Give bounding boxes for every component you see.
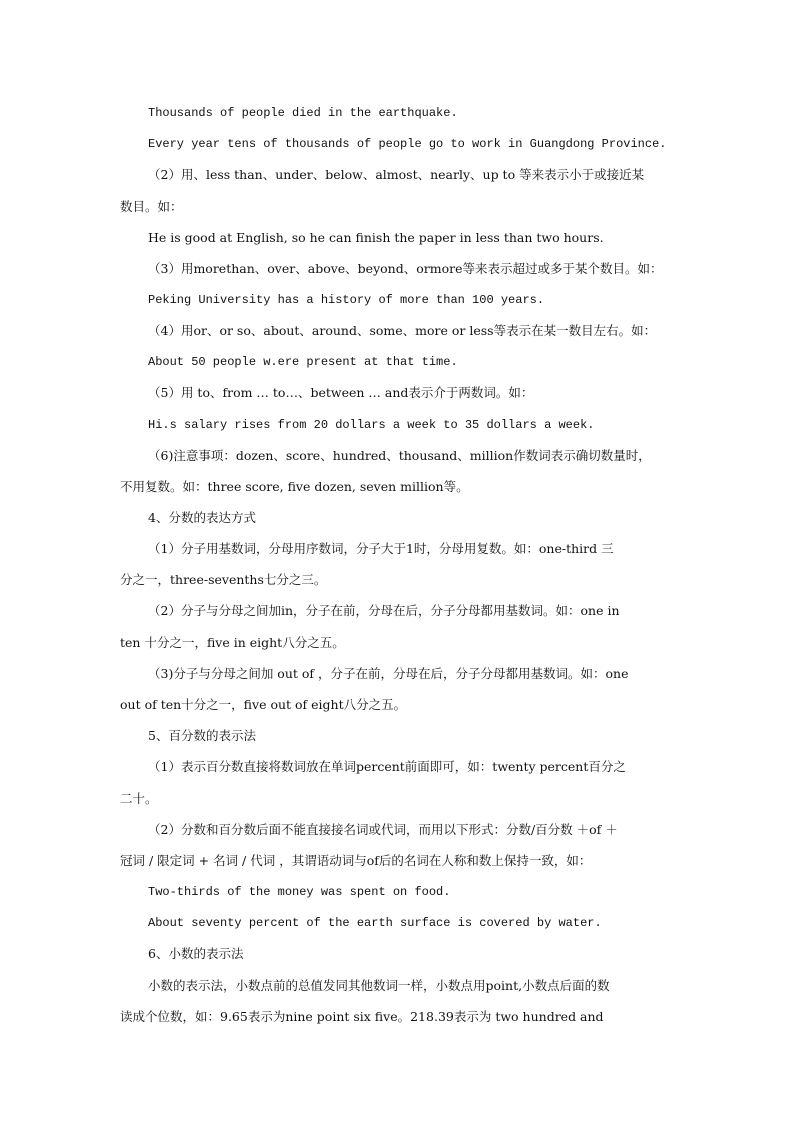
text-line: （3）用morethan、over、above、beyond、ormore等来表示超过或多于某个数目。如： [148,261,663,276]
text-line: （6)注意事项：dozen、score、hundred、thousand、million作数词表示确切数量时， [148,448,651,463]
text-line: Two-thirds of the money was spent on food. [148,885,451,899]
text-line: （1）分子用基数词，分母用序数词，分子大于1时，分母用复数。如：one-third 三 [148,541,614,556]
text-line: （4）用or、or so、about、around、some、more or less等表示在某一数目左右。如： [148,323,657,338]
section-heading: 6、小数的表示法 [148,946,244,961]
text-line: 二十。 [120,791,158,806]
text-line: out of ten十分之一，five out of eight八分之五。 [120,697,407,712]
text-line: 分之一，three-sevenths七分之三。 [120,572,327,587]
text-line: Every year tens of thousands of people go to work in Guangdong Province. [148,137,667,151]
text-line: Peking University has a history of more than 100 years. [148,293,545,307]
text-line: Thousands of people died in the earthquake. [148,106,458,120]
text-line: About seventy percent of the earth surface is covered by water. [148,916,602,930]
text-line: （2）分数和百分数后面不能直接接名词或代词，而用以下形式：分数/百分数 ＋of ＋ [148,822,618,837]
text-line: （3)分子与分母之间加 out of ，分子在前，分母在后，分子分母都用基数词。如：one [148,666,629,681]
text-line: 冠词 / 限定词 + 名词 / 代词 ，其谓语动词与of后的名词在人称和数上保持一致，如： [120,853,592,868]
section-heading: 5、百分数的表示法 [148,728,256,743]
text-line: 读成个位数，如：9.65表示为nine point six five。218.39表示为 two hundred and [120,1009,604,1024]
text-line: He is good at English, so he can finish the paper in less than two hours. [148,230,604,245]
text-line: 数目。如： [120,199,183,214]
text-line: 不用复数。如：three score, five dozen, seven million等。 [120,479,469,494]
text-line: （2）用、less than、under、below、almost、nearly、up to 等来表示小于或接近某 [148,167,645,182]
text-line: About 50 people w.ere present at that time. [148,355,458,369]
text-line: （1）表示百分数直接将数词放在单词percent前面即可，如：twenty percent百分之 [148,759,626,774]
section-heading: 4、分数的表达方式 [148,510,256,525]
text-line: ten 十分之一，five in eight八分之五。 [120,635,345,650]
text-line: （5）用 to、from … to…、between … and表示介于两数词。如： [148,385,534,400]
text-line: （2）分子与分母之间加in，分子在前，分母在后，分子分母都用基数词。如：one in [148,603,620,618]
text-line: 小数的表示法，小数点前的总值发同其他数词一样，小数点用point,小数点后面的数 [148,978,610,993]
text-line: Hi.s salary rises from 20 dollars a week to 35 dollars a week. [148,418,595,432]
